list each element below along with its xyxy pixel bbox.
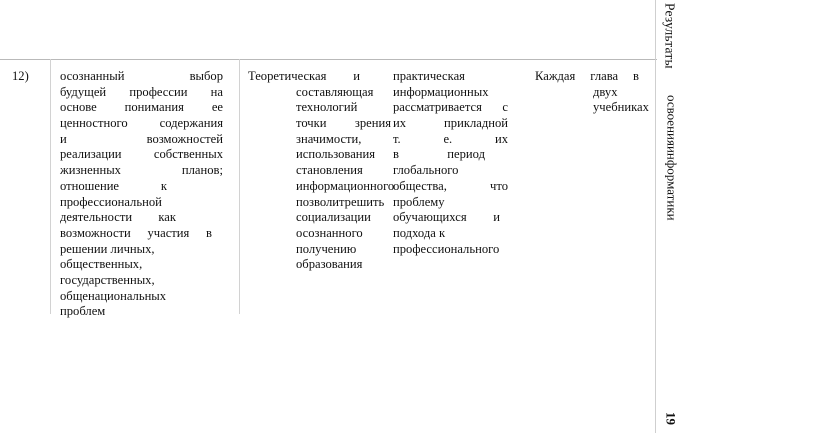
text-line: глобального [393,163,459,178]
text-line: т. е. их [393,131,508,146]
text-line: деятельности как [60,210,176,225]
text-line: двух [593,84,618,99]
text-line: проблем [60,304,106,319]
column-divider [50,59,51,314]
textbook-cell [535,69,649,116]
text-line: социализации [296,210,371,225]
text-line: и возможностей [60,131,223,146]
table-row-divider [0,59,657,60]
text-line: проблему [393,194,445,209]
text-line: значимости, [296,131,362,146]
text-line: точки зрения [296,116,391,131]
text-line: решении личных, [60,241,155,256]
running-head: Результаты [662,3,678,69]
text-line: информационного [296,178,395,193]
text-line: практическая [393,69,465,83]
text-line: обучающихся и [393,210,500,225]
text-line: их прикладной [393,116,508,131]
text-line: учебниках [593,100,649,115]
text-line: общества, что [393,178,508,193]
text-line: получению [296,241,357,256]
text-line: профессионального [393,241,500,256]
text-line: становления [296,163,363,178]
text-line: Каждая глава в [535,69,639,83]
text-line: информационных [393,84,489,99]
text-line: в период [393,147,485,162]
text-line: ценностного содержания [60,116,223,131]
content-cell-right [393,69,508,257]
text-line: образования [296,257,363,272]
column-divider [239,59,240,314]
text-line: профессиональной [60,194,162,209]
text-line: осознанного [296,225,363,240]
text-line: использования [296,147,376,162]
text-line: позволитрешить [296,194,385,209]
text-line: возможности участия в [60,225,212,240]
text-line: рассматривается с [393,100,508,115]
text-line: Теоретическая и [248,69,360,83]
text-line: отношение к [60,178,167,193]
page-number: 19 [663,412,679,425]
text-line: будущей профессии на [60,84,223,99]
text-line: реализации собственных [60,147,223,162]
result-description-cell [60,69,223,320]
text-line: жизненных планов; [60,163,223,178]
text-line: общественных, [60,257,143,272]
text-line: государственных, [60,272,155,287]
text-line: подхода к [393,225,446,240]
text-line: составляющая [296,84,374,99]
text-line: общенациональных [60,288,167,303]
text-line: осознанный выбор [60,69,223,83]
text-line: основе понимания ее [60,100,223,115]
page-margin-rule [655,0,656,433]
text-line: технологий [296,100,358,115]
running-head-continuation: освоенияинформатики [664,95,680,221]
content-cell-left [248,69,395,273]
row-number: 12) [12,69,29,83]
